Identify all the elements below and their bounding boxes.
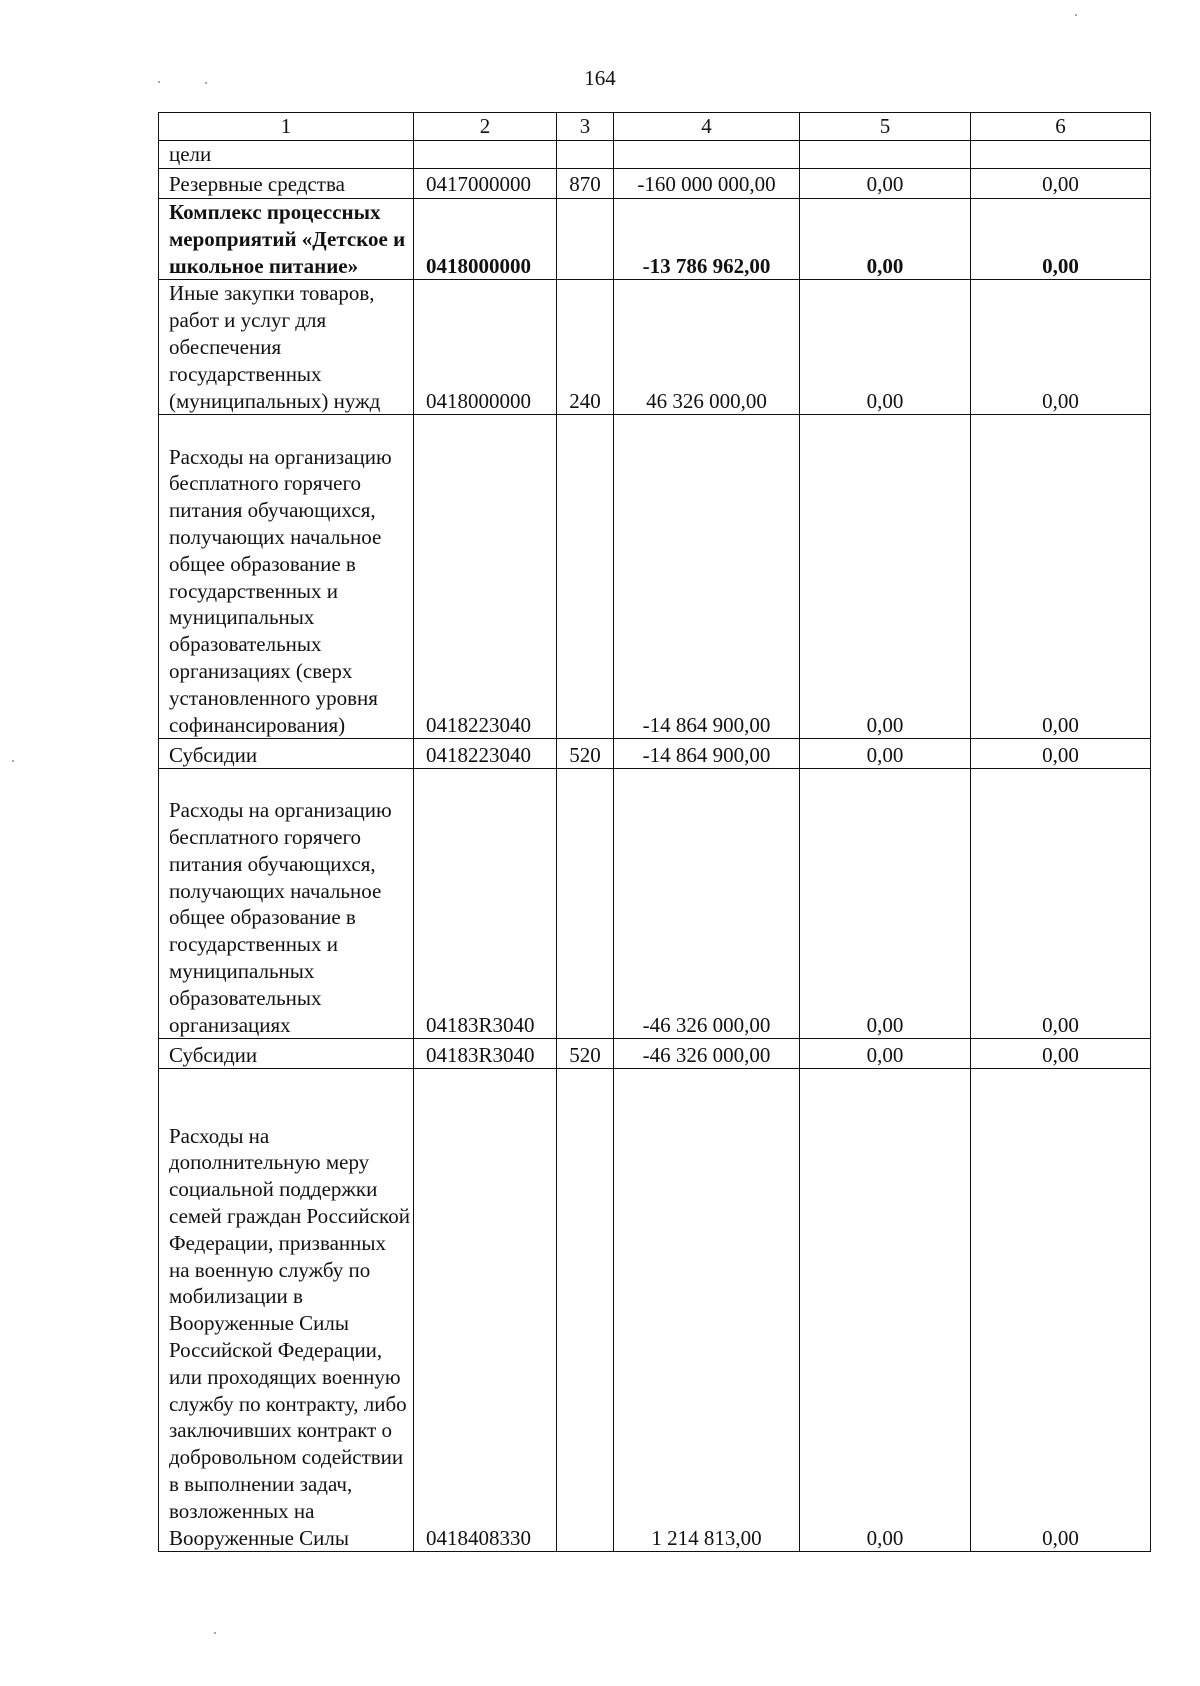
amount-current: 1 214 813,00 (614, 1069, 800, 1552)
amount-next-year: 0,00 (800, 739, 971, 769)
amount-following-year: 0,00 (971, 169, 1151, 199)
expense-name: Субсидии (159, 1039, 414, 1069)
column-header: 1 (159, 113, 414, 141)
target-code: 04183R3040 (414, 769, 557, 1039)
amount-current: -46 326 000,00 (614, 769, 800, 1039)
target-code: 0418223040 (414, 415, 557, 739)
expense-name: Расходы на организацию бесплатного горячего питания обучающихся, получающих начальное общее образование в государственных и муниципальных образовательных организациях (159, 769, 414, 1039)
expense-name: цели (159, 141, 414, 169)
target-code: 0418408330 (414, 1069, 557, 1552)
expense-name: Комплекс процессных мероприятий «Детское и школьное питание» (159, 199, 414, 280)
amount-current: -46 326 000,00 (614, 1039, 800, 1069)
expense-name: Субсидии (159, 739, 414, 769)
table-row (159, 415, 1151, 739)
target-code (414, 141, 557, 169)
scan-speck (158, 81, 160, 83)
target-code: 0418223040 (414, 739, 557, 769)
amount-following-year: 0,00 (971, 415, 1151, 739)
amount-next-year (800, 141, 971, 169)
scan-speck (1075, 14, 1077, 16)
target-code: 04183R3040 (414, 1039, 557, 1069)
amount-next-year: 0,00 (800, 769, 971, 1039)
expense-type: 520 (557, 739, 614, 769)
column-header: 3 (557, 113, 614, 141)
amount-next-year: 0,00 (800, 169, 971, 199)
amount-next-year: 0,00 (800, 1039, 971, 1069)
expense-type: 870 (557, 169, 614, 199)
amount-following-year (971, 141, 1151, 169)
table-row (159, 739, 1151, 769)
table-row (159, 280, 1151, 415)
amount-current: 46 326 000,00 (614, 280, 800, 415)
column-header: 6 (971, 113, 1151, 141)
target-code: 0418000000 (414, 280, 557, 415)
table-row (159, 169, 1151, 199)
budget-table (158, 112, 1151, 1552)
expense-name: Расходы на организацию бесплатного горячего питания обучающихся, получающих начальное общее образование в государственных и муниципальных образовательных организациях (сверх установленного уровня софинансирования) (159, 415, 414, 739)
amount-following-year: 0,00 (971, 769, 1151, 1039)
column-header: 2 (414, 113, 557, 141)
expense-name: Иные закупки товаров, работ и услуг для обеспечения государственных (муниципальных) нужд (159, 280, 414, 415)
amount-following-year: 0,00 (971, 199, 1151, 280)
column-header: 5 (800, 113, 971, 141)
amount-next-year: 0,00 (800, 415, 971, 739)
amount-current: -160 000 000,00 (614, 169, 800, 199)
amount-following-year: 0,00 (971, 280, 1151, 415)
amount-next-year: 0,00 (800, 1069, 971, 1552)
amount-following-year: 0,00 (971, 1039, 1151, 1069)
header-row (159, 113, 1151, 141)
scan-speck (12, 760, 14, 762)
amount-next-year: 0,00 (800, 199, 971, 280)
scan-speck (214, 1632, 216, 1634)
expense-name: Расходы на дополнительную меру социальной поддержки семей граждан Российской Федерации, призванных на военную службу по мобилизации в Вооруженные Силы Российской Федерации, или проходящих военную службу по контракту, либо заключивших контракт о добровольном содействии в выполнении задач, возложенных на Вооруженные Силы (159, 1069, 414, 1552)
amount-current: -13 786 962,00 (614, 199, 800, 280)
table-row (159, 199, 1151, 280)
amount-following-year: 0,00 (971, 1069, 1151, 1552)
table-row (159, 141, 1151, 169)
column-header: 4 (614, 113, 800, 141)
amount-current: -14 864 900,00 (614, 415, 800, 739)
target-code: 0417000000 (414, 169, 557, 199)
amount-current: -14 864 900,00 (614, 739, 800, 769)
target-code: 0418000000 (414, 199, 557, 280)
expense-type: 520 (557, 1039, 614, 1069)
expense-type (557, 415, 614, 739)
expense-type: 240 (557, 280, 614, 415)
table-row (159, 769, 1151, 1039)
expense-type (557, 1069, 614, 1552)
table-row (159, 1069, 1151, 1552)
expense-type (557, 199, 614, 280)
expense-name: Резервные средства (159, 169, 414, 199)
expense-type (557, 141, 614, 169)
table-row (159, 1039, 1151, 1069)
expense-type (557, 769, 614, 1039)
amount-current (614, 141, 800, 169)
scan-speck (205, 82, 207, 84)
page-number: 164 (584, 66, 616, 90)
amount-next-year: 0,00 (800, 280, 971, 415)
amount-following-year: 0,00 (971, 739, 1151, 769)
